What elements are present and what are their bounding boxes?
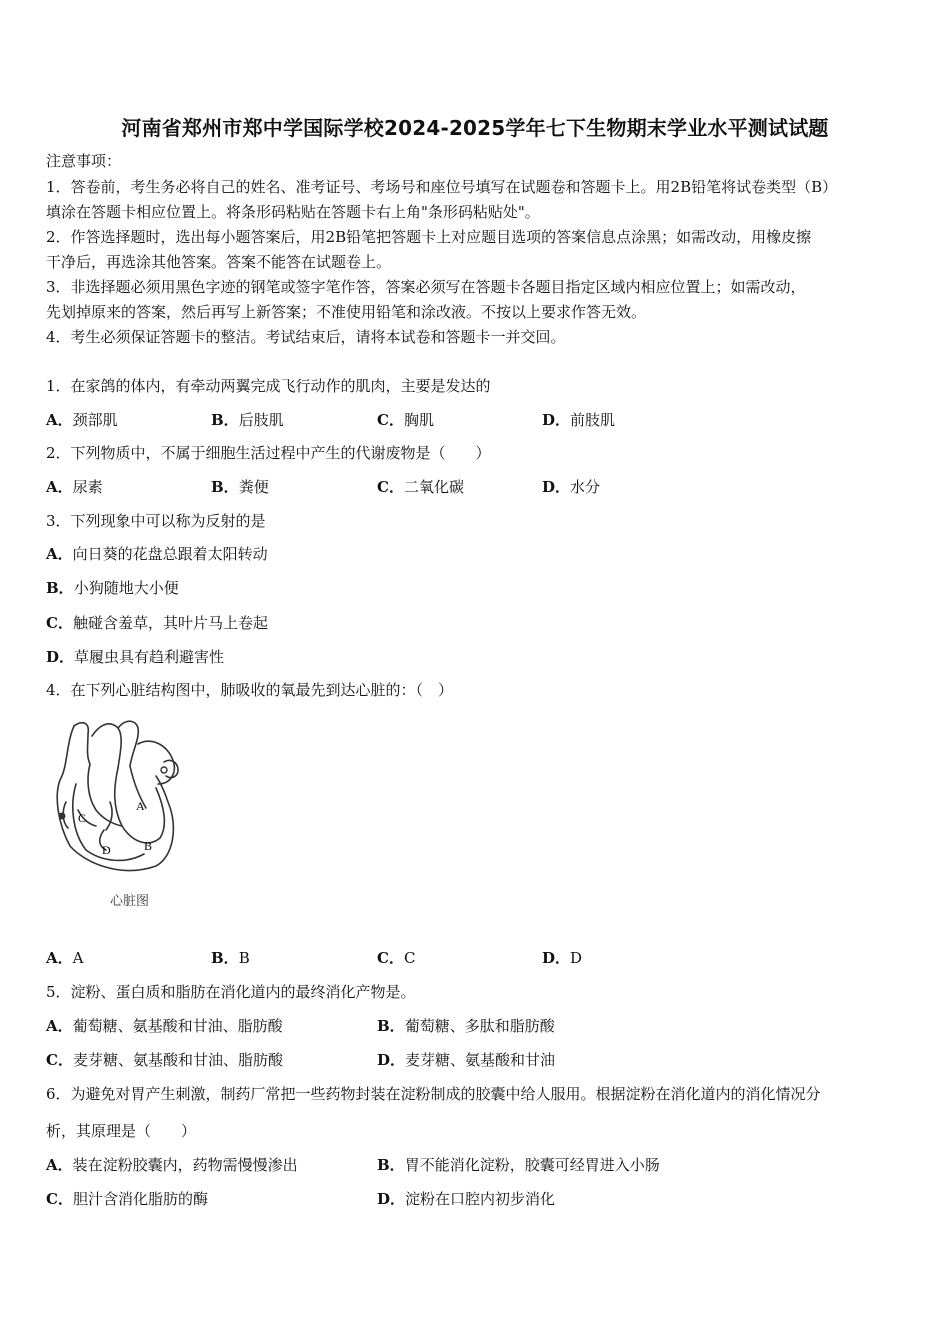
option-6c: C．胆汁含消化脂肪的酶 (46, 1190, 208, 1208)
option-5c: C．麦芽糖、氨基酸和甘油、脂肪酸 (46, 1051, 283, 1069)
heart-label-d: D (102, 843, 111, 857)
option-1b: B．后肢肌 (211, 411, 284, 429)
option-2d: D．水分 (542, 478, 601, 496)
option-4d: D．D (542, 949, 583, 967)
question-stem-6: 6．为避免对胃产生刺激，制药厂常把一些药物封装在淀粉制成的胶囊中给人服用。根据淀粉在消化道内的消化情况分 (46, 1085, 821, 1103)
option-3b: B．小狗随地大小便 (46, 579, 179, 597)
option-3d: D．草履虫具有趋利避害性 (46, 648, 225, 666)
option-5a: A．葡萄糖、氨基酸和甘油、脂肪酸 (46, 1017, 283, 1035)
option-1c: C．胸肌 (377, 411, 434, 429)
heart-label-b: B (144, 839, 153, 853)
notes-heading: 注意事项： (46, 152, 122, 170)
heart-diagram (52, 714, 184, 890)
option-2a: A．尿素 (46, 478, 103, 496)
note-line: 先划掉原来的答案，然后再写上新答案；不准使用铅笔和涂改液。不按以上要求作答无效。 (46, 303, 647, 321)
heart-label-a: A (136, 799, 145, 813)
note-line: 4．考生必须保证答题卡的整洁。考试结束后，请将本试卷和答题卡一并交回。 (46, 328, 566, 346)
option-4a: A．A (46, 949, 84, 967)
option-4c: C．C (377, 949, 416, 967)
option-5d: D．麦芽糖、氨基酸和甘油 (377, 1051, 556, 1069)
option-5b: B．葡萄糖、多肽和脂肪酸 (377, 1017, 555, 1035)
figure-caption: 心脏图 (110, 894, 150, 909)
note-line: 3．非选择题必须用黑色字迹的钢笔或签字笔作答，答案必须写在答题卡各题目指定区域内相应位置上；如需改动， (46, 278, 806, 296)
option-6b: B．胃不能消化淀粉，胶囊可经胃进入小肠 (377, 1156, 660, 1174)
option-3c: C．触碰含羞草，其叶片马上卷起 (46, 614, 268, 632)
question-stem-2: 2．下列物质中，不属于细胞生活过程中产生的代谢废物是（ ） (46, 444, 491, 462)
option-4b: B．B (211, 949, 250, 967)
option-2b: B．粪便 (211, 478, 269, 496)
question-stem-4: 4．在下列心脏结构图中，肺吸收的氧最先到达心脏的：（ ） (46, 681, 454, 699)
note-line: 2．作答选择题时，选出每小题答案后，用2B铅笔把答题卡上对应题目选项的答案信息点涂黑；如需改动，用橡皮擦 (46, 228, 812, 246)
heart-label-c: C (78, 811, 87, 825)
question-stem-5: 5．淀粉、蛋白质和脂肪在消化道内的最终消化产物是。 (46, 983, 416, 1001)
question-stem-1: 1．在家鸽的体内，有牵动两翼完成飞行动作的肌肉，主要是发达的 (46, 377, 491, 395)
note-line: 干净后，再选涂其他答案。答案不能答在试题卷上。 (46, 253, 392, 271)
note-line: 填涂在答题卡相应位置上。将条形码粘贴在答题卡右上角"条形码粘贴处"。 (46, 203, 540, 221)
option-2c: C．二氧化碳 (377, 478, 464, 496)
option-1d: D．前肢肌 (542, 411, 616, 429)
option-6a: A．装在淀粉胶囊内，药物需慢慢渗出 (46, 1156, 298, 1174)
option-6d: D．淀粉在口腔内初步消化 (377, 1190, 556, 1208)
question-stem-3: 3．下列现象中可以称为反射的是 (46, 512, 266, 530)
page-title: 河南省郑州市郑中学国际学校2024-2025学年七下生物期末学业水平测试试题 (121, 116, 829, 140)
option-1a: A．颈部肌 (46, 411, 118, 429)
question-stem-6-cont: 析，其原理是（ ） (46, 1122, 197, 1140)
note-line: 1．答卷前，考生务必将自己的姓名、准考证号、考场号和座位号填写在试题卷和答题卡上。用2B铅笔将试卷类型（B） (46, 178, 838, 196)
vessel-dot-icon (59, 813, 66, 820)
option-3a: A．向日葵的花盘总跟着太阳转动 (46, 545, 268, 563)
